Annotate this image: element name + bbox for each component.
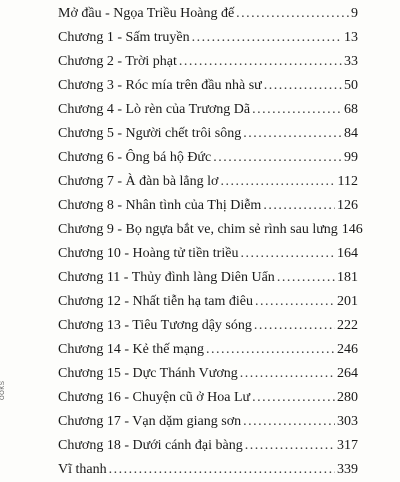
- toc-entry-title: Mở đầu - Ngọa Triều Hoàng đế: [58, 6, 235, 21]
- toc-leader-dots: [243, 410, 335, 434]
- toc-leader-dots: [240, 362, 335, 386]
- toc-entry-page: 68: [344, 102, 358, 117]
- toc-entry: [58, 146, 358, 170]
- toc-entry: [58, 434, 358, 458]
- toc-entry: [58, 2, 358, 26]
- toc-entry: [58, 410, 358, 434]
- toc-entry-page: 164: [337, 246, 358, 261]
- toc-entry-title: Chương 6 - Ông bá hộ Đức: [58, 150, 212, 165]
- toc-leader-dots: [236, 2, 349, 26]
- toc-entry-title: Vĩ thanh: [58, 462, 107, 477]
- toc-entry-title: Chương 18 - Dưới cánh đại bàng: [58, 438, 243, 453]
- toc-entry-title: Chương 8 - Nhân tình của Thị Diễm: [58, 198, 262, 213]
- toc-entry-title: Chương 1 - Sấm truyền: [58, 30, 190, 45]
- toc-entry: [58, 170, 358, 194]
- toc-entry: [58, 386, 358, 410]
- toc-entry-title: Chương 17 - Vạn dặm giang sơn: [58, 414, 242, 429]
- toc-entry: [58, 314, 358, 338]
- toc-entry-title: Chương 11 - Thủy đình làng Diên Uẩn: [58, 270, 275, 285]
- spine-text: OOKS: [0, 380, 6, 400]
- toc-entry-page: 201: [337, 294, 358, 309]
- toc-leader-dots: [109, 458, 335, 482]
- toc-entry: [58, 218, 363, 242]
- toc-entry-title: Chương 13 - Tiêu Tương dậy sóng: [58, 318, 252, 333]
- toc-entry: [58, 194, 358, 218]
- toc-entry: [58, 266, 358, 290]
- toc-leader-dots: [264, 74, 342, 98]
- toc-leader-dots: [252, 98, 342, 122]
- toc-entry-title: Chương 12 - Nhất tiễn hạ tam điêu: [58, 294, 254, 309]
- toc-leader-dots: [220, 170, 335, 194]
- toc-entry-page: 112: [337, 174, 358, 189]
- toc-entry-title: Chương 2 - Trời phạt: [58, 54, 177, 69]
- toc-leader-dots: [263, 194, 335, 218]
- toc-leader-dots: [240, 242, 335, 266]
- toc-entry-page: 339: [337, 462, 358, 477]
- toc-entry: [58, 98, 358, 122]
- toc-entry-page: 303: [337, 414, 358, 429]
- toc-leader-dots: [254, 314, 335, 338]
- toc-entry: [58, 74, 358, 98]
- toc-entry-title: Chương 9 - Bọ ngựa bắt ve, chim sẻ rình sau lưng: [58, 222, 338, 237]
- toc-leader-dots: [179, 50, 342, 74]
- toc-entry-page: 246: [337, 342, 358, 357]
- toc-entry: [58, 338, 358, 362]
- toc-leader-dots: [255, 290, 335, 314]
- toc-entry-title: Chương 15 - Dực Thánh Vương: [58, 366, 238, 381]
- toc-entry: [58, 122, 358, 146]
- toc-entry-page: 99: [344, 150, 358, 165]
- toc-entry: [58, 50, 358, 74]
- toc-entry-page: 126: [337, 198, 358, 213]
- toc-leader-dots: [213, 146, 342, 170]
- toc-entry-page: 84: [344, 126, 358, 141]
- toc-entry: [58, 242, 358, 266]
- toc-entry: [58, 290, 358, 314]
- toc-entry-title: Chương 5 - Người chết trôi sông: [58, 126, 242, 141]
- toc-entry-page: 317: [337, 438, 358, 453]
- toc-entry-page: 13: [344, 30, 358, 45]
- toc-entry-page: 33: [344, 54, 358, 69]
- toc-leader-dots: [192, 26, 342, 50]
- toc-leader-dots: [243, 122, 342, 146]
- toc-entry-page: 9: [351, 6, 358, 21]
- toc-entry-title: Chương 10 - Hoàng tử tiền triều: [58, 246, 239, 261]
- toc-leader-dots: [252, 386, 335, 410]
- toc-entry-title: Chương 7 - À đàn bà lẳng lơ: [58, 174, 219, 189]
- toc-entry: [58, 458, 358, 482]
- toc-entry-title: Chương 4 - Lò rèn của Trương Dã: [58, 102, 251, 117]
- toc-entry-page: 264: [337, 366, 358, 381]
- toc-entry: [58, 26, 358, 50]
- toc-entry-page: 146: [341, 222, 363, 237]
- toc-entry-title: Chương 14 - Kẻ thế mạng: [58, 342, 205, 357]
- toc-entry-page: 222: [337, 318, 358, 333]
- toc-leader-dots: [206, 338, 335, 362]
- toc-entry-page: 280: [337, 390, 358, 405]
- toc-entry-page: 50: [344, 78, 358, 93]
- table-of-contents: [58, 2, 363, 482]
- toc-entry-title: Chương 3 - Róc mía trên đầu nhà sư: [58, 78, 262, 93]
- toc-entry-page: 181: [337, 270, 358, 285]
- toc-entry-title: Chương 16 - Chuyện cũ ở Hoa Lư: [58, 390, 251, 405]
- toc-leader-dots: [277, 266, 335, 290]
- toc-entry: [58, 362, 358, 386]
- toc-leader-dots: [245, 434, 335, 458]
